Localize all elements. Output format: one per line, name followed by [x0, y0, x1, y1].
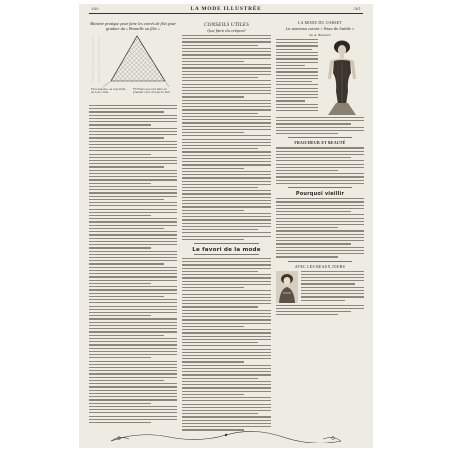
favori-body-text — [182, 258, 271, 431]
conseils-title: CONSEILS UTILES — [204, 22, 249, 28]
header-rule — [89, 13, 363, 14]
diagram-heading: Manière pratique pour faire les carrés de filet pour graduer du « Bonnelle ou filet » — [90, 21, 176, 31]
section-divider — [194, 254, 259, 255]
bottom-ornament — [109, 428, 343, 442]
page-header — [79, 6, 373, 16]
conseils-body-text — [182, 35, 271, 240]
lady-portrait-illustration — [276, 271, 298, 307]
corset-body-text — [276, 39, 318, 113]
beauty-heading: FRAICHEUR ET BEAUTÉ — [294, 141, 346, 146]
page-number-right: 381 — [353, 6, 361, 11]
corset-figure-illustration — [320, 39, 364, 119]
bijoux-body-text-continued — [276, 305, 364, 318]
section-divider — [288, 137, 352, 138]
journal-title: LA MODE ILLUSTRÉE — [190, 6, 262, 12]
vieillir-body-text — [276, 198, 364, 257]
column-right — [276, 20, 364, 317]
col1-body-text — [89, 105, 177, 423]
section-divider — [288, 187, 352, 188]
corset-heading: LA MODE DU CORSET — [297, 21, 343, 25]
corset-author: de A. Bernard — [309, 33, 331, 37]
section-divider — [288, 261, 352, 262]
vieillir-heading: Pourquoi vieillir — [295, 191, 345, 198]
bijoux-article — [276, 271, 364, 317]
diagram-caption-right: Fil Filets qui sont faits en prenant ceux du bas du filet — [133, 88, 170, 94]
diagram-caption-left: Fil à bascule, se reportant de tous côtés — [91, 88, 126, 94]
column-middle — [182, 20, 271, 433]
column-left — [89, 20, 177, 425]
bijoux-body-text — [301, 271, 364, 303]
corset-subheading: Le nouveau corset « Peau de Suède » — [285, 27, 355, 31]
page-number-left: 380 — [91, 6, 99, 11]
beauty-body-text — [276, 147, 364, 184]
conseils-subtitle: Que faire du crépon? — [207, 29, 246, 33]
corset-body-text-continued — [276, 117, 364, 134]
corset-article — [276, 39, 364, 115]
favori-title: Le favori de la mode — [192, 246, 261, 253]
bijoux-heading: AVEC LES BEAUX JOURS — [294, 264, 346, 269]
section-divider — [194, 243, 259, 244]
magazine-page — [79, 4, 373, 448]
net-diagram — [89, 33, 177, 103]
